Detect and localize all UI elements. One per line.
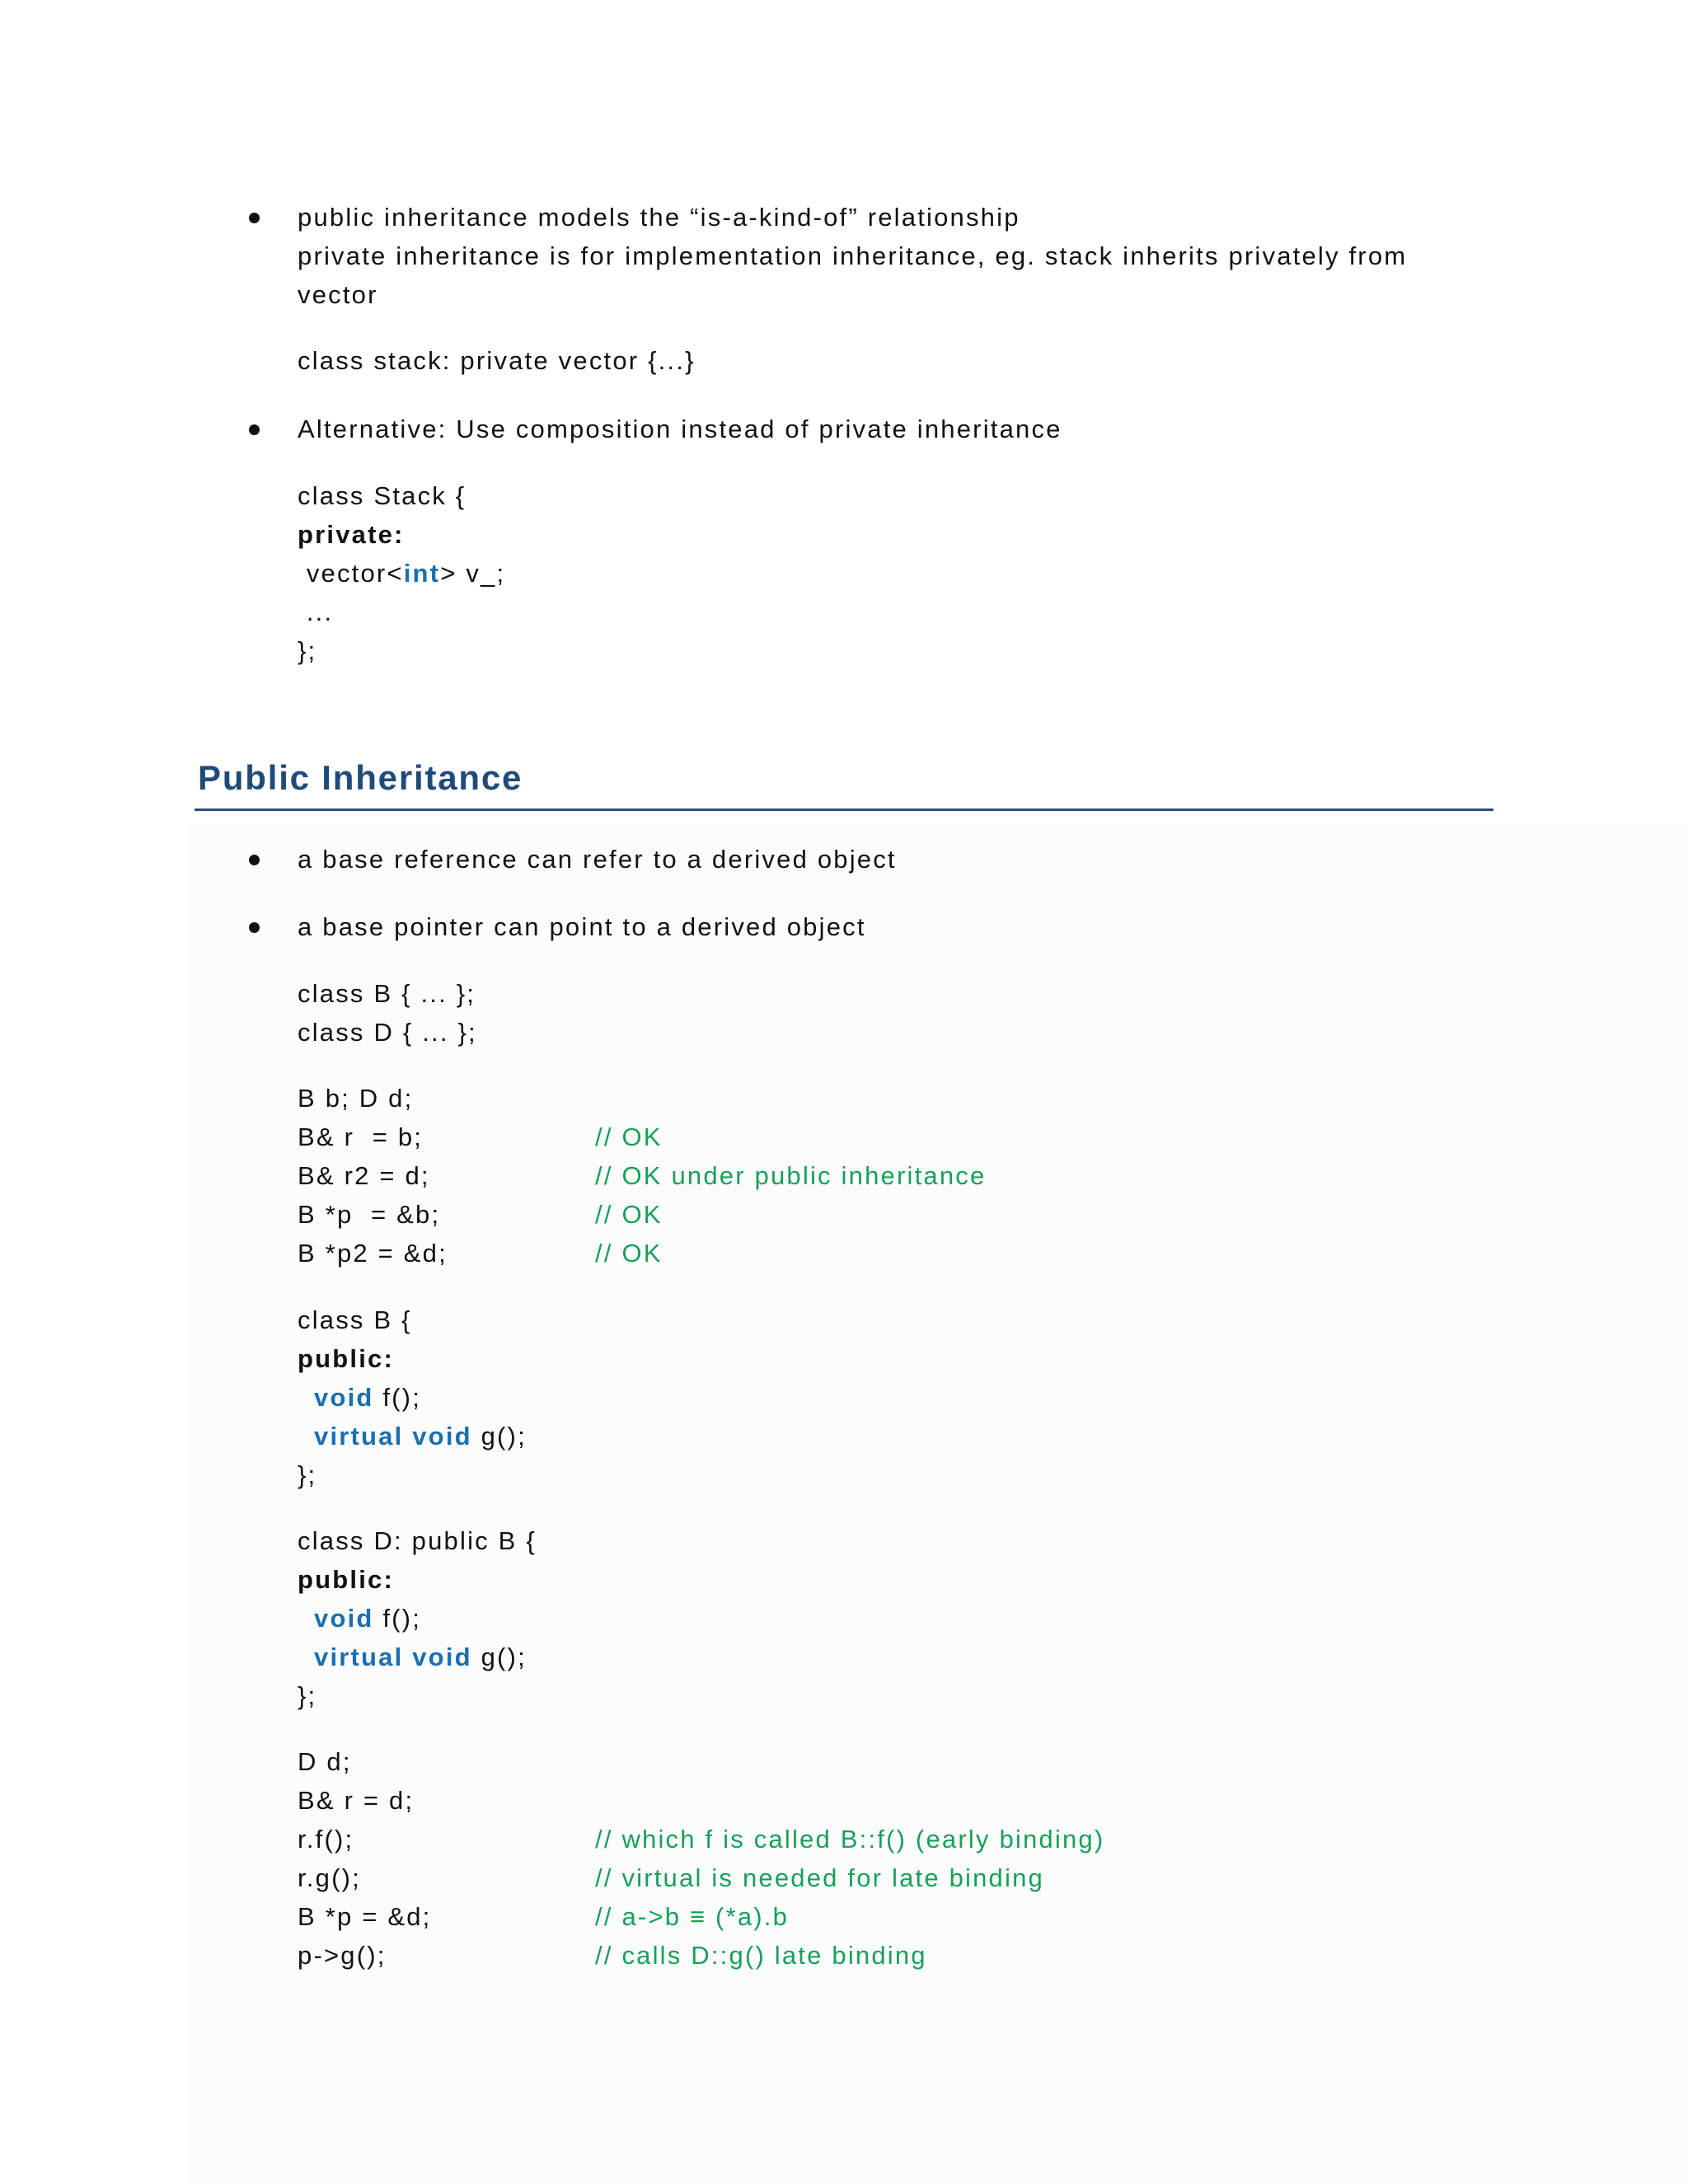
code-comment: // a->b ≡ (*a).b bbox=[595, 1902, 790, 1931]
section-bullet-1: a base reference can refer to a derived object bbox=[298, 845, 897, 874]
intro-bullet-1-line-1: public inheritance models the “is-a-kind-of” relationship bbox=[298, 203, 1020, 232]
code-line: }; bbox=[298, 1681, 317, 1710]
heading-rule bbox=[195, 808, 1493, 811]
code-line: B *p2 = &d; bbox=[298, 1239, 448, 1268]
code-keyword: int bbox=[403, 559, 441, 588]
code-comment: // OK under public inheritance bbox=[595, 1161, 987, 1190]
code-line: B& r = d; bbox=[298, 1786, 415, 1815]
intro-bullet-1-line-2: private inheritance is for implementation inheritance, eg. stack inherits privately from bbox=[298, 241, 1408, 270]
code-line: B *p = &b; bbox=[298, 1200, 441, 1229]
code-line: class Stack { bbox=[298, 481, 467, 510]
code-line: class D { ... }; bbox=[298, 1018, 477, 1047]
code-line: B *p = &d; bbox=[298, 1902, 432, 1931]
code-line bbox=[314, 1420, 527, 1453]
code-line bbox=[314, 1602, 421, 1635]
code-line: B& r2 = d; bbox=[298, 1161, 430, 1190]
code-line: }; bbox=[298, 1460, 317, 1489]
code-line: public: bbox=[298, 1565, 394, 1594]
code-line: class B { ... }; bbox=[298, 979, 476, 1008]
code-text: g(); bbox=[471, 1643, 527, 1671]
code-line bbox=[298, 557, 505, 590]
section-bullet-2: a base pointer can point to a derived object bbox=[298, 912, 866, 941]
code-comment: // which f is called B::f() (early binding) bbox=[595, 1825, 1105, 1854]
bullet-dot bbox=[249, 424, 260, 435]
bullet-dot bbox=[249, 855, 260, 865]
code-line: r.g(); bbox=[298, 1863, 361, 1892]
code-line bbox=[314, 1641, 527, 1674]
code-text: f(); bbox=[373, 1383, 422, 1412]
code-comment: // OK bbox=[595, 1239, 663, 1268]
code-line: class B { bbox=[298, 1305, 412, 1334]
code-line bbox=[314, 1381, 421, 1414]
code-line: B& r = b; bbox=[298, 1122, 424, 1151]
code-keyword: virtual void bbox=[314, 1643, 472, 1671]
code-line: B b; D d; bbox=[298, 1084, 414, 1113]
code-line: public: bbox=[298, 1344, 394, 1373]
code-text: g(); bbox=[471, 1422, 527, 1451]
code-text: vector< bbox=[298, 559, 404, 588]
code-text: f(); bbox=[373, 1604, 422, 1633]
code-text: > v_; bbox=[440, 559, 506, 588]
code-comment: // OK bbox=[595, 1200, 663, 1229]
code-line: p->g(); bbox=[298, 1941, 387, 1970]
code-line: D d; bbox=[298, 1747, 352, 1776]
bullet-dot bbox=[249, 213, 260, 223]
code-comment: // virtual is needed for late binding bbox=[595, 1863, 1044, 1892]
code-line: class D: public B { bbox=[298, 1526, 537, 1555]
code-keyword: void bbox=[314, 1604, 374, 1633]
code-keyword: virtual void bbox=[314, 1422, 472, 1451]
code-line: }; bbox=[298, 636, 317, 665]
bullet-dot bbox=[249, 922, 260, 933]
intro-bullet-2: Alternative: Use composition instead of private inheritance bbox=[298, 415, 1062, 443]
code-line: r.f(); bbox=[298, 1825, 354, 1854]
code-line: private: bbox=[298, 520, 405, 549]
intro-bullet-1-line-3: vector bbox=[298, 280, 378, 309]
code-line: ... bbox=[298, 598, 334, 626]
code-comment: // calls D::g() late binding bbox=[595, 1941, 927, 1970]
code-keyword: void bbox=[314, 1383, 374, 1412]
code-stack-private-vector: class stack: private vector {...} bbox=[298, 346, 696, 375]
code-comment: // OK bbox=[595, 1122, 663, 1151]
section-heading: Public Inheritance bbox=[198, 758, 523, 797]
